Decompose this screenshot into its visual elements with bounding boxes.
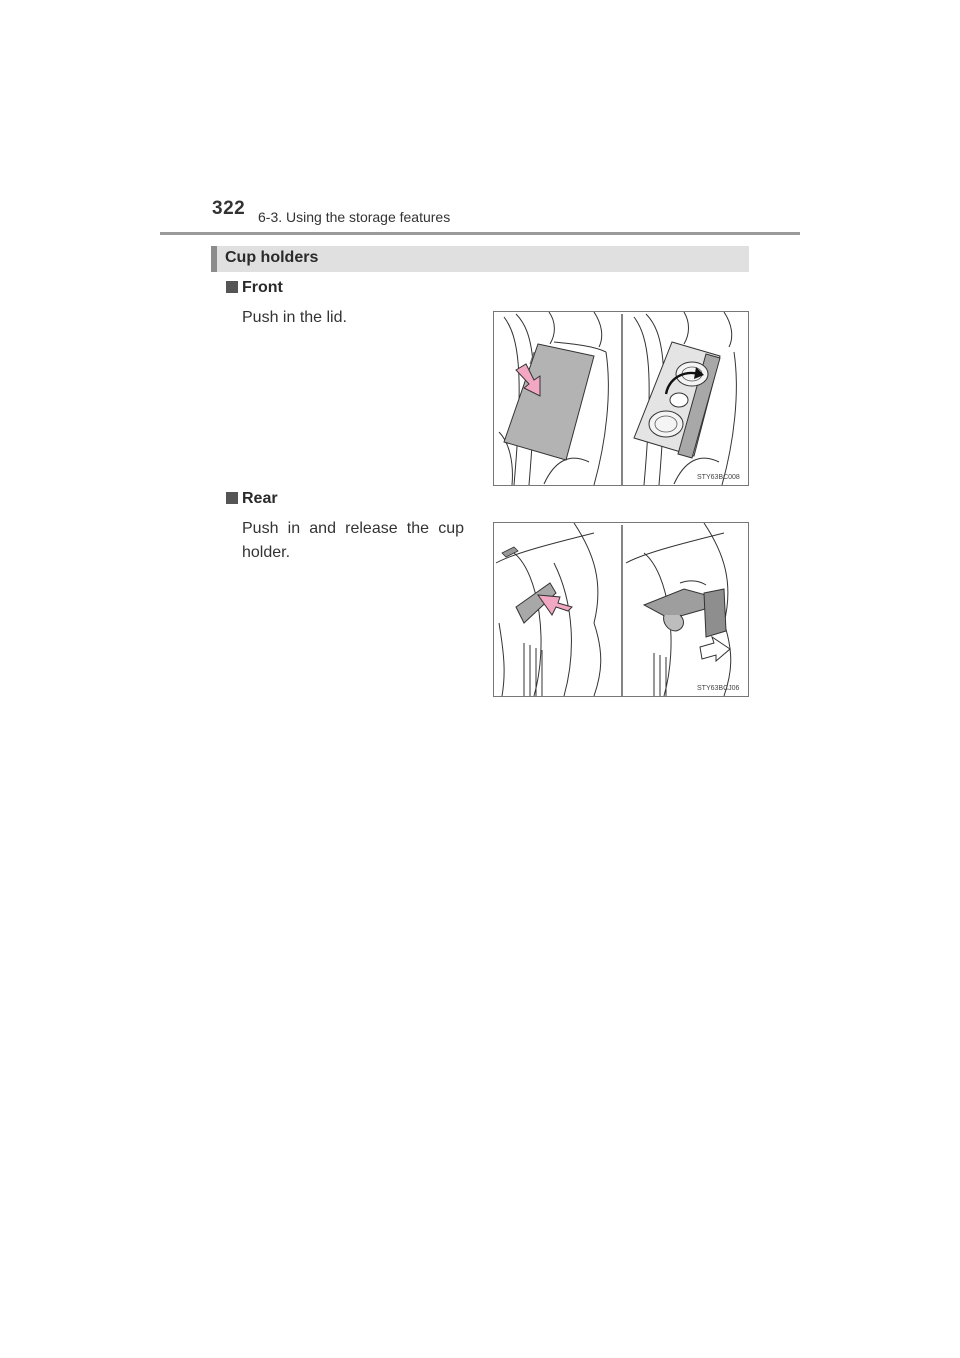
rear-title: Rear [242,490,278,507]
header-divider [160,232,800,235]
rear-cup-holder-illustration [494,523,748,696]
rear-cup-holder-figure [493,522,749,697]
front-title: Front [242,279,283,296]
pull-arrow-icon [700,637,730,661]
page-number: 322 [212,198,246,219]
square-bullet-icon [226,492,238,504]
rear-instruction: Push in and release the cup holder. [242,520,464,561]
section-heading-bar [211,246,749,272]
section-title: 6-3. Using the storage features [258,209,451,225]
section-heading: Cup holders [225,249,319,266]
front-subheading [226,279,283,297]
square-bullet-icon [226,281,238,293]
front-instruction: Push in the lid. [242,309,347,326]
front-cup-holder-illustration [494,312,748,485]
rear-subheading [226,490,278,508]
front-cup-holder-figure [493,311,749,486]
rear-figure-code: STY63BCJ06 [697,685,740,692]
front-figure-code: STY63BC008 [697,474,740,481]
